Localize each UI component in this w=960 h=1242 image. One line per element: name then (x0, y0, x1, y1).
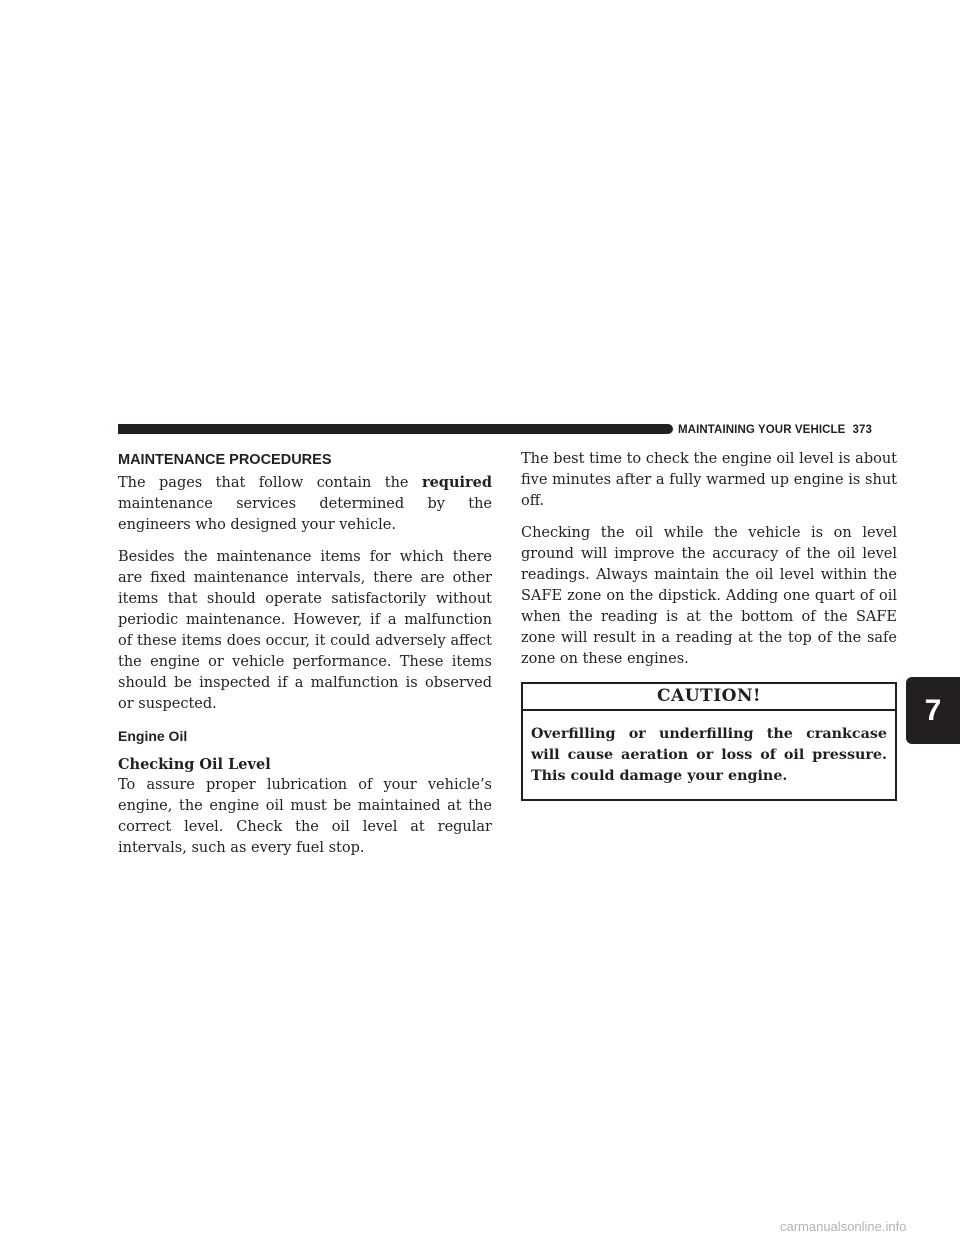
intro-text-start: The pages that follow contain the (118, 475, 422, 491)
section-label: MAINTAINING YOUR VEHICLE (678, 424, 846, 436)
best-time-paragraph: The best time to check the engine oil level is about five minutes after a fully warmed up engine is shut off. (521, 451, 897, 509)
subsection-title: Engine Oil (118, 728, 188, 744)
oil-level-paragraph: To assure proper lubrication of your vehicle’s engine, the engine oil must be maintained at the correct level. Check the oil level at regular intervals, such as every fuel stop. (118, 777, 492, 856)
level-ground-paragraph: Checking the oil while the vehicle is on level ground will improve the accuracy of the oil level readings. Always maintain the oil level within the SAFE zone on the dipstick. Adding one quart of oil when the reading is at the bottom of the SAFE zone will result in a reading at the top of the safe zone on these engines. (521, 525, 897, 667)
left-column (118, 449, 492, 870)
page-number: 373 (852, 424, 872, 436)
intro-paragraph (118, 472, 492, 536)
chapter-tab: 7 (906, 677, 960, 744)
maintenance-items-paragraph: Besides the maintenance items for which there are fixed maintenance intervals, there are other items that should operate satisfactorily without periodic maintenance. However, if a malfunction of these items does occur, it could adversely affect the engine or vehicle performance. These items should be inspected if a malfunction is observed or suspected. (118, 549, 492, 712)
caution-box (521, 682, 897, 801)
footer-watermark: carmanualsonline.info (780, 1219, 907, 1234)
caution-body: Overfilling or underfilling the crankcase will cause aeration or loss of oil pressure. This could damage your engine. (531, 726, 887, 784)
header-rule (118, 424, 673, 434)
caution-title: CAUTION! (523, 684, 895, 711)
subsubsection-title: Checking Oil Level (118, 756, 271, 773)
section-title: MAINTENANCE PROCEDURES (118, 452, 332, 468)
intro-text-end: maintenance services determined by the engineers who designed your vehicle. (118, 496, 492, 533)
right-column (521, 449, 897, 801)
intro-text-bold: required (421, 474, 492, 491)
running-header (678, 420, 872, 440)
